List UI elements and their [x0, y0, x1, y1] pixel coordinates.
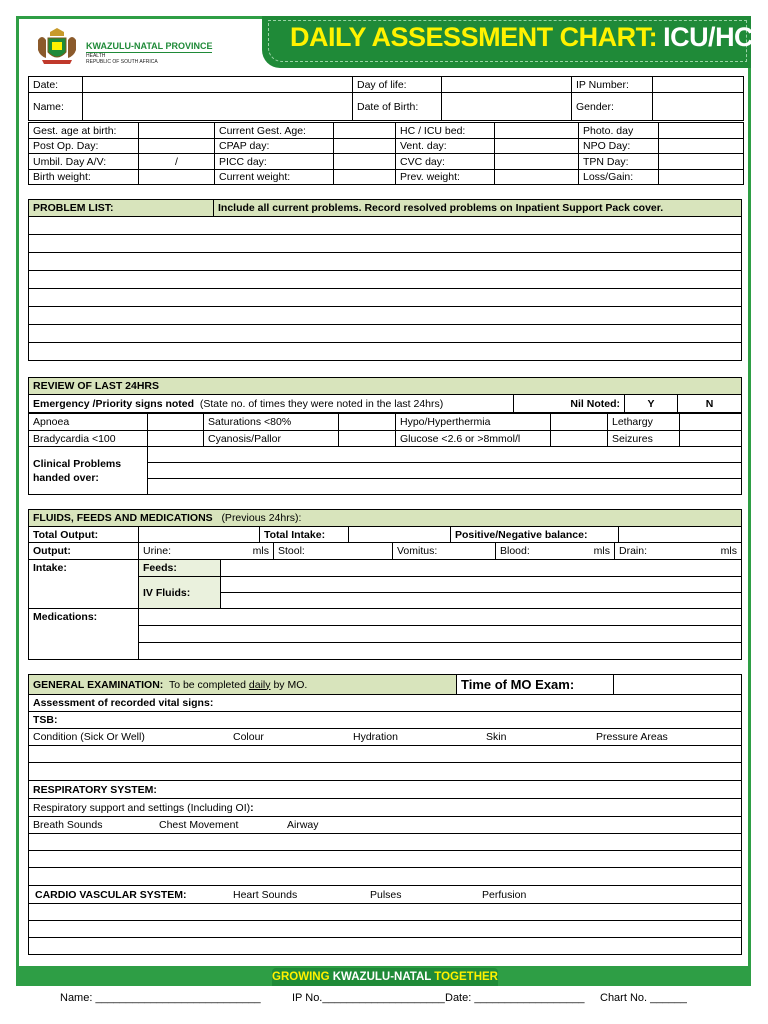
- prev-weight-label: Prev. weight:: [396, 170, 495, 185]
- prev-weight-field[interactable]: [495, 170, 579, 185]
- footer-slogan: GROWING KWAZULU-NATAL TOGETHER: [272, 968, 498, 986]
- umbil-day-field[interactable]: /: [139, 154, 215, 170]
- resp-findings-line[interactable]: [29, 834, 742, 851]
- clinical-problem-line[interactable]: [148, 447, 742, 463]
- dob-label: Date of Birth:: [353, 93, 442, 121]
- dob-field[interactable]: [442, 93, 572, 121]
- feeds-field[interactable]: [221, 560, 742, 577]
- problem-list-table: [28, 199, 742, 361]
- cardio-line[interactable]: [29, 904, 742, 921]
- cardio-line[interactable]: [29, 938, 742, 955]
- review-header-table: [28, 377, 742, 413]
- nil-noted-no[interactable]: N: [678, 395, 742, 413]
- photo-day-field[interactable]: [659, 123, 744, 139]
- page-title: DAILY ASSESSMENT CHART: ICU/HC: [290, 22, 754, 52]
- nil-noted-yes[interactable]: Y: [625, 395, 678, 413]
- problem-list-title: PROBLEM LIST:: [29, 200, 214, 217]
- problem-line[interactable]: [29, 343, 742, 361]
- current-gest-age-label: Current Gest. Age:: [215, 123, 334, 139]
- patient-id-table: [28, 76, 744, 121]
- post-op-day-label: Post Op. Day:: [29, 139, 139, 154]
- umbil-day-label: Umbil. Day A/V:: [29, 154, 139, 170]
- patient-status-table: [28, 122, 744, 185]
- seizures-label: Seizures: [608, 431, 680, 447]
- name-field[interactable]: [83, 93, 353, 121]
- intake-label: Intake:: [29, 560, 139, 609]
- medications-label: Medications:: [29, 609, 139, 660]
- emergency-label: Emergency /Priority signs noted: [33, 397, 195, 410]
- totals-table: [28, 526, 742, 543]
- loss-gain-label: Loss/Gain:: [579, 170, 659, 185]
- problem-line[interactable]: [29, 325, 742, 343]
- org-name: KWAZULU-NATAL PROVINCE: [86, 41, 213, 51]
- picc-day-label: PICC day:: [215, 154, 334, 170]
- glucose-label: Glucose <2.6 or >8mmol/l: [396, 431, 551, 447]
- name-label: Name:: [29, 93, 83, 121]
- glucose-count[interactable]: [551, 431, 608, 447]
- resp-support-row[interactable]: Respiratory support and settings (Including OI):: [29, 799, 742, 817]
- cpap-day-label: CPAP day:: [215, 139, 334, 154]
- post-op-day-field[interactable]: [139, 139, 215, 154]
- birth-weight-field[interactable]: [139, 170, 215, 185]
- vent-day-label: Vent. day:: [396, 139, 495, 154]
- emergency-note: (State no. of times they were noted in the last 24hrs): [199, 397, 444, 410]
- footer-ip-field[interactable]: IP No.____________________: [292, 992, 445, 1004]
- clinical-problem-line[interactable]: [148, 463, 742, 479]
- vitals-label[interactable]: Assessment of recorded vital signs:: [29, 695, 742, 712]
- total-intake-field[interactable]: [349, 527, 451, 543]
- cardio-line[interactable]: [29, 921, 742, 938]
- ip-number-field[interactable]: [653, 77, 744, 93]
- iv-fluids-field[interactable]: [221, 593, 742, 609]
- problem-list-instruction: Include all current problems. Record resolved problems on Inpatient Support Pack cover.: [214, 200, 742, 217]
- footer-date-field[interactable]: Date: __________________: [445, 992, 585, 1004]
- bradycardia-label: Bradycardia <100: [29, 431, 148, 447]
- blood-field[interactable]: Blood: mls: [496, 543, 615, 560]
- general-findings-row[interactable]: Condition (Sick Or Well) Colour Hydration Skin Pressure Areas: [29, 729, 742, 746]
- gender-field[interactable]: [653, 93, 744, 121]
- total-output-label: Total Output:: [29, 527, 139, 543]
- gender-label: Gender:: [572, 93, 653, 121]
- clinical-problems-table: [28, 446, 742, 495]
- exam-header-table: GENERAL EXAMINATION: To be completed daily by MO. Time of MO Exam:: [28, 674, 742, 695]
- total-output-field[interactable]: [139, 527, 260, 543]
- gest-age-birth-label: Gest. age at birth:: [29, 123, 139, 139]
- tpn-day-label: TPN Day:: [579, 154, 659, 170]
- balance-field[interactable]: [619, 527, 742, 543]
- balance-label: Positive/Negative balance:: [451, 527, 619, 543]
- fluids-header-table: [28, 509, 742, 527]
- apnoea-label: Apnoea: [29, 414, 148, 431]
- org-dept: HEALTH: [86, 53, 106, 59]
- drain-field[interactable]: Drain: mls: [615, 543, 742, 560]
- vomitus-field[interactable]: Vomitus:: [393, 543, 496, 560]
- birth-weight-label: Birth weight:: [29, 170, 139, 185]
- bed-label: HC / ICU bed:: [396, 123, 495, 139]
- problem-line[interactable]: [29, 235, 742, 253]
- saturations-label: Saturations <80%: [204, 414, 339, 431]
- footer-name-field[interactable]: Name: ___________________________: [60, 992, 261, 1004]
- problem-line[interactable]: [29, 217, 742, 235]
- hypo-hyper-count[interactable]: [551, 414, 608, 431]
- saturations-count[interactable]: [339, 414, 396, 431]
- footer-chart-field[interactable]: Chart No. ______: [600, 992, 687, 1004]
- day-of-life-field[interactable]: [442, 77, 572, 93]
- output-label: Output:: [29, 543, 139, 560]
- cyanosis-count[interactable]: [339, 431, 396, 447]
- general-findings-line[interactable]: [29, 746, 742, 763]
- review-title: REVIEW OF LAST 24HRS: [29, 378, 742, 395]
- photo-day-label: Photo. day: [579, 123, 659, 139]
- gest-age-birth-field[interactable]: [139, 123, 215, 139]
- problem-line[interactable]: [29, 307, 742, 325]
- picc-day-field[interactable]: [334, 154, 396, 170]
- cpap-day-field[interactable]: [334, 139, 396, 154]
- cvc-day-field[interactable]: [495, 154, 579, 170]
- clinical-problems-label: Clinical Problems handed over:: [29, 447, 148, 495]
- ip-number-label: IP Number:: [572, 77, 653, 93]
- nil-noted-label: Nil Noted:: [514, 395, 625, 413]
- fluids-title: FLUIDS, FEEDS AND MEDICATIONS: [33, 512, 213, 524]
- npo-day-field[interactable]: [659, 139, 744, 154]
- tpn-day-field[interactable]: [659, 154, 744, 170]
- current-weight-field[interactable]: [334, 170, 396, 185]
- problem-line[interactable]: [29, 271, 742, 289]
- stool-field[interactable]: Stool:: [274, 543, 393, 560]
- bed-field[interactable]: [495, 123, 579, 139]
- fluids-period: (Previous 24hrs):: [221, 512, 302, 524]
- medications-table: [28, 608, 742, 660]
- medication-line[interactable]: [139, 609, 742, 626]
- date-label: Date:: [29, 77, 83, 93]
- problem-line[interactable]: [29, 253, 742, 271]
- current-weight-label: Current weight:: [215, 170, 334, 185]
- header-band: [16, 16, 262, 19]
- total-intake-label: Total Intake:: [260, 527, 349, 543]
- cardio-row[interactable]: CARDIO VASCULAR SYSTEM: Heart Sounds Pulses Perfusion: [29, 886, 742, 904]
- org-country: REPUBLIC OF SOUTH AFRICA: [86, 59, 158, 65]
- output-table: [28, 542, 742, 560]
- lethargy-label: Lethargy: [608, 414, 680, 431]
- date-field[interactable]: [83, 77, 353, 93]
- iv-fluids-label: IV Fluids:: [139, 577, 221, 609]
- exam-title: GENERAL EXAMINATION:: [33, 678, 164, 691]
- urine-field[interactable]: Urine: mls: [139, 543, 274, 560]
- seizures-count[interactable]: [680, 431, 742, 447]
- medication-line[interactable]: [139, 643, 742, 660]
- cvc-day-label: CVC day:: [396, 154, 495, 170]
- problem-line[interactable]: [29, 289, 742, 307]
- loss-gain-field[interactable]: [659, 170, 744, 185]
- general-findings-line[interactable]: [29, 763, 742, 781]
- lethargy-count[interactable]: [680, 414, 742, 431]
- priority-signs-table: [28, 413, 742, 447]
- resp-title: RESPIRATORY SYSTEM:: [29, 781, 742, 799]
- apnoea-count[interactable]: [148, 414, 204, 431]
- resp-findings-line[interactable]: [29, 851, 742, 868]
- resp-findings-row[interactable]: Breath Sounds Chest Movement Airway: [29, 817, 742, 834]
- resp-findings-line[interactable]: [29, 868, 742, 886]
- time-mo-field[interactable]: [614, 675, 742, 695]
- province-coat-of-arms-icon: [34, 26, 80, 66]
- npo-day-label: NPO Day:: [579, 139, 659, 154]
- day-of-life-label: Day of life:: [353, 77, 442, 93]
- tsb-label[interactable]: TSB:: [29, 712, 742, 729]
- time-mo-label: Time of MO Exam:: [457, 675, 614, 695]
- intake-table: [28, 559, 742, 609]
- clinical-problem-line[interactable]: [148, 479, 742, 495]
- current-gest-age-field[interactable]: [334, 123, 396, 139]
- iv-fluids-field[interactable]: [221, 577, 742, 593]
- exam-table: [28, 694, 742, 955]
- vent-day-field[interactable]: [495, 139, 579, 154]
- cyanosis-label: Cyanosis/Pallor: [204, 431, 339, 447]
- feeds-label: Feeds:: [139, 560, 221, 577]
- bradycardia-count[interactable]: [148, 431, 204, 447]
- hypo-hyper-label: Hypo/Hyperthermia: [396, 414, 551, 431]
- medication-line[interactable]: [139, 626, 742, 643]
